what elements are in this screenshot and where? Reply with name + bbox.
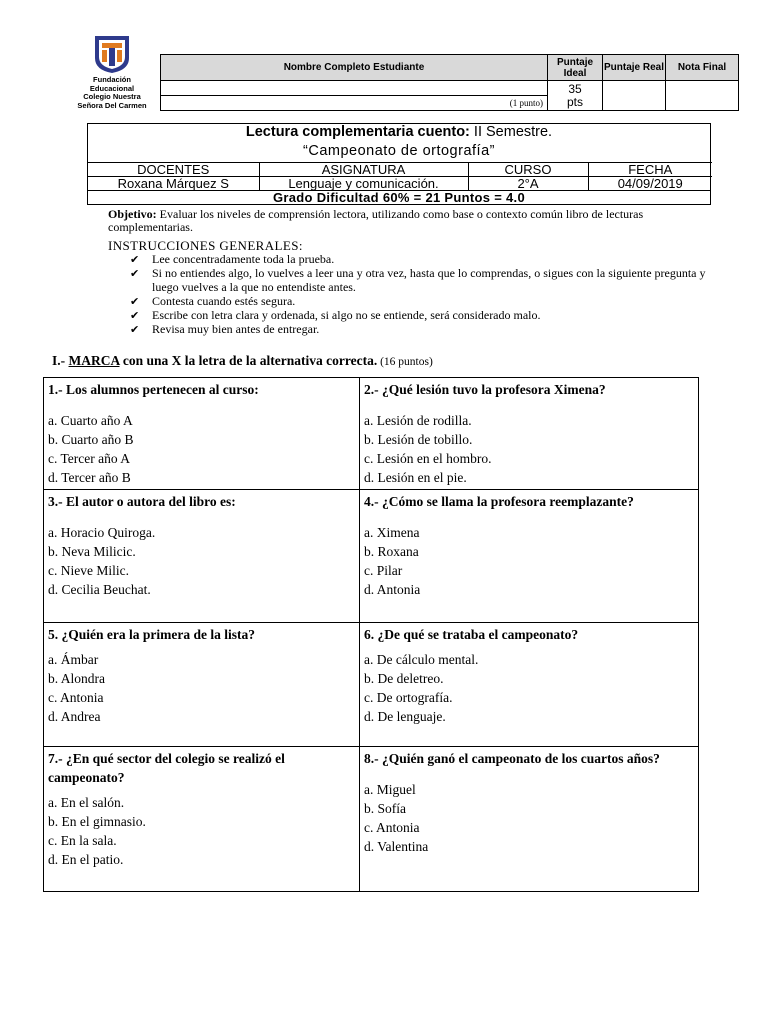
option-a[interactable]: a. Horacio Quiroga. (48, 525, 156, 540)
school-logo (62, 34, 162, 110)
student-name-header: Nombre Completo Estudiante (161, 55, 548, 81)
exam-title (88, 124, 710, 142)
instructions-list (130, 253, 720, 337)
objective-text: Evaluar los niveles de comprensión lectora, utilizando como base o contexto común libro de lecturas complementarias. (108, 207, 644, 234)
option-b[interactable]: b. Roxana (364, 544, 419, 559)
instruction-text: Escribe con letra clara y ordenada, si algo no se entiende, será considerado malo. (152, 307, 541, 322)
question-5 (44, 623, 360, 747)
instruction-text: Contesta cuando estés segura. (152, 293, 296, 308)
teachers-header: DOCENTES (88, 163, 259, 177)
instruction-item (130, 309, 720, 323)
difficulty-grade: Grado Dificultad 60% = 21 Puntos = 4.0 (88, 190, 710, 205)
exam-header (87, 123, 711, 205)
section-heading (52, 353, 433, 369)
option-a[interactable]: a. Miguel (364, 782, 416, 797)
section-marca: MARCA (68, 353, 120, 368)
question-3 (44, 490, 360, 623)
option-b[interactable]: b. Alondra (48, 671, 105, 686)
instruction-item (130, 267, 720, 294)
option-d[interactable]: d. Valentina (364, 839, 429, 854)
exam-title-bold: Lectura complementaria cuento: (245, 124, 470, 140)
question-7 (44, 747, 360, 892)
logo-line: Fundación (93, 75, 131, 84)
student-name-field[interactable] (161, 81, 548, 96)
option-c[interactable]: c. Lesión en el hombro. (364, 451, 492, 466)
teacher-name: Roxana Márquez S (88, 177, 259, 191)
option-d[interactable]: d. De lenguaje. (364, 709, 446, 724)
section-number: I.- (52, 353, 69, 368)
logo-line: Señora Del Carmen (77, 100, 147, 110)
instruction-item (130, 323, 720, 337)
option-b[interactable]: b. De deletreo. (364, 671, 444, 686)
check-icon: ✔ (130, 308, 140, 322)
real-score-field[interactable] (603, 81, 666, 111)
subject-name: Lenguaje y comunicación. (259, 177, 468, 191)
option-d[interactable]: d. Cecilia Beuchat. (48, 582, 151, 597)
question-6 (360, 623, 699, 747)
question-text: 4.- ¿Cómo se llama la profesora reemplazante? (364, 494, 634, 509)
question-8 (360, 747, 699, 892)
ideal-score-number: 35 (568, 81, 582, 96)
option-c[interactable]: c. Antonia (48, 690, 104, 705)
option-a[interactable]: a. En el salón. (48, 795, 125, 810)
question-text: 5. ¿Quién era la primera de la lista? (48, 627, 255, 642)
objective (108, 208, 708, 234)
logo-line: Educacional (89, 83, 135, 93)
option-a[interactable]: a. Cuarto año A (48, 413, 133, 428)
section-instruction: con una X la letra de la alternativa correcta. (119, 353, 378, 368)
final-grade-header: Nota Final (666, 55, 739, 81)
course-header: CURSO (468, 163, 588, 177)
option-a[interactable]: a. Ámbar (48, 652, 99, 667)
option-c[interactable]: c. De ortografía. (364, 690, 453, 705)
option-b[interactable]: b. Sofía (364, 801, 406, 816)
option-b[interactable]: b. En el gimnasio. (48, 814, 146, 829)
question-text: 6. ¿De qué se trataba el campeonato? (364, 627, 579, 642)
question-2 (360, 378, 699, 490)
question-text: 8.- ¿Quién ganó el campeonato de los cuartos años? (364, 751, 660, 766)
school-crest-icon (93, 34, 131, 74)
objective-label: Objetivo: (108, 207, 157, 221)
instruction-text: Revisa muy bien antes de entregar. (152, 321, 320, 336)
option-d[interactable]: d. Lesión en el pie. (364, 470, 467, 485)
real-score-header: Puntaje Real (603, 55, 666, 81)
exam-date: 04/09/2019 (588, 177, 712, 191)
option-c[interactable]: c. Pilar (364, 563, 403, 578)
option-a[interactable]: a. De cálculo mental. (364, 652, 479, 667)
ideal-score-value (548, 81, 603, 111)
score-table (160, 54, 739, 111)
instruction-text: Lee concentradamente toda la prueba. (152, 252, 335, 266)
instruction-text: Si no entiendes algo, lo vuelves a leer una y otra vez, hasta que lo comprendas, o sigues con la siguiente pregunta y luego vuelves a la que no entendiste antes. (152, 266, 706, 294)
option-c[interactable]: c. Tercer año A (48, 451, 131, 466)
questions-table (43, 377, 699, 892)
option-d[interactable]: d. Tercer año B (48, 470, 131, 485)
question-text: 1.- Los alumnos pertenecen al curso: (48, 382, 259, 397)
option-b[interactable]: b. Cuarto año B (48, 432, 134, 447)
option-c[interactable]: c. Nieve Milic. (48, 563, 129, 578)
course-info-table (88, 162, 712, 190)
ideal-score-unit: pts (566, 94, 583, 109)
check-icon: ✔ (130, 253, 140, 266)
option-a[interactable]: a. Lesión de rodilla. (364, 413, 472, 428)
final-grade-field[interactable] (666, 81, 739, 111)
option-a[interactable]: a. Ximena (364, 525, 420, 540)
subject-header: ASIGNATURA (259, 163, 468, 177)
instruction-item (130, 295, 720, 309)
check-icon: ✔ (130, 267, 140, 280)
question-text: 7.- ¿En qué sector del colegio se realizó el campeonato? (48, 751, 285, 785)
ideal-score-header: Puntaje Ideal (548, 55, 603, 81)
option-d[interactable]: d. Andrea (48, 709, 101, 724)
question-text: 2.- ¿Qué lesión tuvo la profesora Ximena? (364, 382, 606, 397)
question-text: 3.- El autor o autora del libro es: (48, 494, 236, 509)
check-icon: ✔ (130, 322, 140, 336)
option-b[interactable]: b. Neva Milicic. (48, 544, 136, 559)
question-1 (44, 378, 360, 490)
name-points-note: (1 punto) (161, 96, 548, 111)
exam-title-semester: II Semestre. (469, 124, 553, 140)
instructions-heading: INSTRUCCIONES GENERALES: (108, 238, 303, 253)
check-icon: ✔ (130, 294, 140, 308)
instruction-item (130, 253, 720, 267)
option-c[interactable]: c. Antonia (364, 820, 420, 835)
question-4 (360, 490, 699, 623)
logo-line: Colegio Nuestra (83, 92, 141, 101)
course-name: 2°A (468, 177, 588, 191)
option-d[interactable]: d. En el patio. (48, 852, 124, 867)
option-b[interactable]: b. Lesión de tobillo. (364, 432, 473, 447)
section-points: (16 puntos) (377, 356, 433, 368)
exam-subtitle: “Campeonato de ortografía” (303, 143, 495, 159)
option-c[interactable]: c. En la sala. (48, 833, 117, 848)
date-header: FECHA (588, 163, 712, 177)
option-d[interactable]: d. Antonia (364, 582, 421, 597)
